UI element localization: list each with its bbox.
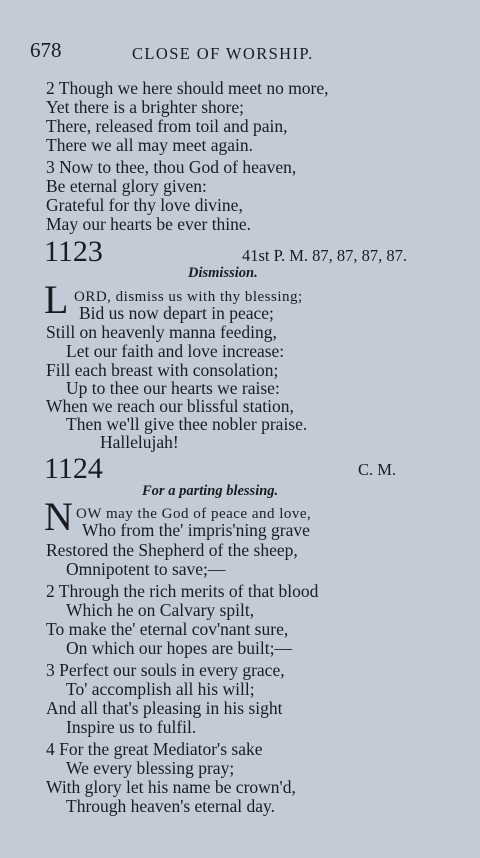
verse-line: Which he on Calvary spilt,	[66, 600, 255, 620]
verse-line: Fill each breast with consolation;	[46, 360, 279, 380]
verse-line-first-text: OW may the God of peace and love,	[76, 506, 312, 522]
hymn-title: Dismission.	[188, 265, 258, 281]
verse-line: And all that's pleasing in his sight	[46, 698, 283, 718]
verse-line: 2 Though we here should meet no more,	[46, 78, 329, 98]
verse-line: On which our hopes are built;—	[66, 638, 292, 658]
verse-line: Still on heavenly manna feeding,	[46, 322, 277, 342]
hymn-meter: C. M.	[358, 460, 397, 479]
running-title: CLOSE OF WORSHIP.	[132, 44, 314, 63]
page-number: 678	[30, 38, 62, 62]
verse-line: Grateful for thy love divine,	[46, 195, 243, 215]
verse-line: There, released from toil and pain,	[46, 116, 288, 136]
verse-line: There we all may meet again.	[46, 135, 253, 155]
verse-line: Who from the' impris'ning grave	[82, 520, 310, 540]
verse-line: Up to thee our hearts we raise:	[66, 378, 280, 398]
drop-cap: L	[44, 277, 69, 322]
verse-line: When we reach our blissful station,	[46, 396, 294, 416]
verse-line: Bid us now depart in peace;	[79, 303, 274, 323]
drop-cap: N	[44, 494, 73, 539]
verse-line: Omnipotent to save;—	[66, 559, 226, 579]
verse-line: To make the' eternal cov'nant sure,	[46, 619, 289, 639]
verse-line-first-text: ORD, dismiss us with thy blessing;	[74, 289, 303, 305]
verse-line: 2 Through the rich merits of that blood	[46, 581, 319, 601]
verse-line: Let our faith and love increase:	[66, 341, 285, 361]
verse-line: May our hearts be ever thine.	[46, 214, 252, 234]
verse-line: Inspire us to fulfil.	[66, 717, 197, 737]
verse-line: Then we'll give thee nobler praise.	[66, 414, 308, 434]
verse-line: 3 Perfect our souls in every grace,	[46, 660, 285, 680]
verse-line: Restored the Shepherd of the sheep,	[46, 540, 298, 560]
hymn-meter: 41st P. M. 87, 87, 87, 87.	[242, 246, 408, 265]
hymn-title: For a parting blessing.	[142, 483, 279, 499]
verse-line: Hallelujah!	[100, 432, 179, 452]
verse-line: To' accomplish all his will;	[66, 679, 255, 699]
verse-line: 3 Now to thee, thou God of heaven,	[46, 157, 297, 177]
verse-line: 4 For the great Mediator's sake	[46, 739, 263, 759]
verse-line: We every blessing pray;	[66, 758, 235, 778]
hymn-number: 1123	[44, 235, 103, 268]
verse-line: With glory let his name be crown'd,	[46, 777, 296, 797]
verse-line: Through heaven's eternal day.	[66, 796, 276, 816]
verse-line: Yet there is a brighter shore;	[46, 97, 244, 117]
verse-line: Be eternal glory given:	[46, 176, 207, 196]
hymn-number: 1124	[44, 452, 103, 485]
